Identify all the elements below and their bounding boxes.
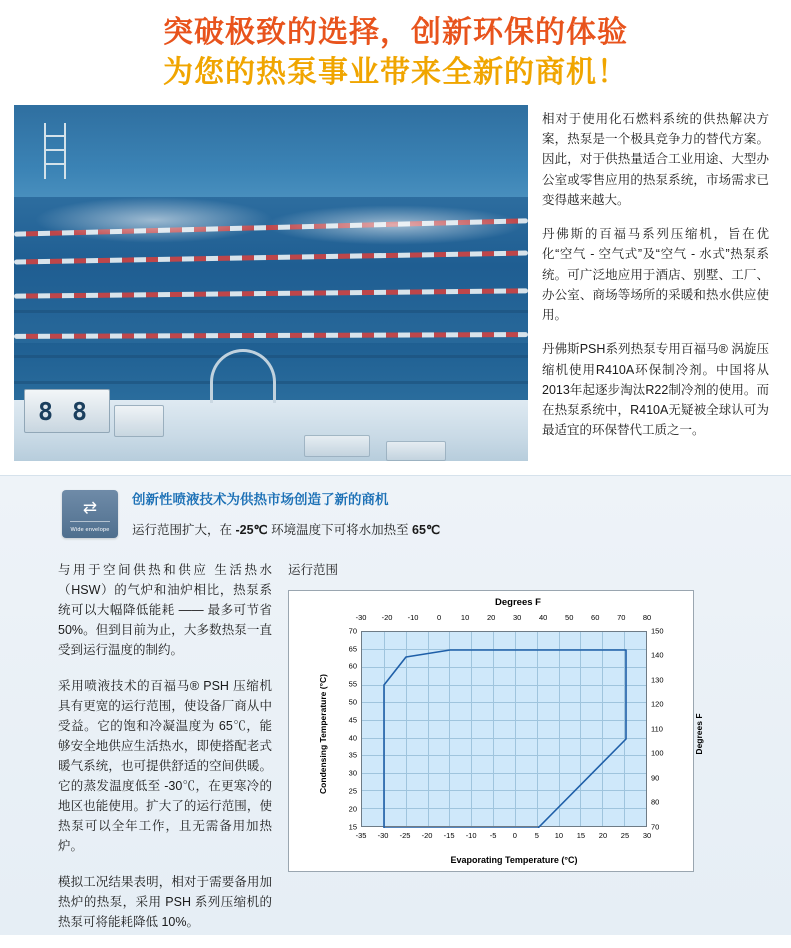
body-paragraph-3: 模拟工况结果表明，相对于需要备用加热炉的热泵，采用 PSH 系列压缩机的热泵可将能耗降低 10%。 <box>58 874 272 929</box>
chart-x-axis <box>355 830 652 845</box>
chart-top-axis-title: Degrees F <box>495 596 541 608</box>
y-tick: 40 <box>348 733 357 743</box>
lower-panel <box>0 475 791 935</box>
wide-envelope-icon-label: Wide envelope <box>70 526 110 533</box>
x-tick: 0 <box>512 830 517 840</box>
x-tick: 5 <box>534 830 539 840</box>
headline-line-1: 突破极致的选择，创新环保的体验 <box>163 16 628 49</box>
intro-paragraph-1: 相对于使用化石燃料系统的供热解决方案，热泵是一个极具竞争力的替代方案。 因此，对于供热量适合工业用途、大型办公室或零售应用的热泵系统，市场需求已变得越来越大。 <box>542 111 769 207</box>
y-tick: 50 <box>348 697 357 707</box>
envelope-highlight <box>14 488 777 538</box>
top-tick: 30 <box>512 612 522 622</box>
top-tick: 10 <box>460 612 470 622</box>
y-tick: 20 <box>348 804 357 814</box>
intro-paragraph-2: 丹佛斯的百福马系列压缩机，旨在优化“空气 - 空气式”及“空气 - 水式”热泵系统。可广泛地应用于酒店、别墅、工厂、办公室、商场等场所的采暖和热水供应使用。 <box>542 227 769 323</box>
wide-envelope-icon <box>62 490 118 538</box>
pool-lane-line <box>14 310 528 313</box>
chart-left-axis <box>327 626 359 832</box>
envelope-text <box>118 488 440 538</box>
top-tick: 70 <box>617 612 626 622</box>
y-tick: 45 <box>348 715 357 725</box>
y-tick: 30 <box>348 768 357 778</box>
bidirectional-arrow-icon: ⇄ <box>82 497 98 517</box>
page-title <box>0 0 791 97</box>
chart-x-axis-label: Evaporating Temperature (°C) <box>450 854 578 865</box>
x-tick: 15 <box>576 830 586 840</box>
chart-plot-area <box>361 631 647 827</box>
envelope-title: 创新性喷液技术为供热市场创造了新的商机 <box>132 491 389 507</box>
operating-envelope-chart <box>288 590 704 872</box>
x-tick: 30 <box>642 830 652 840</box>
body-paragraph-2: 采用喷液技术的百福马® PSH 压缩机具有更宽的运行范围，使设备厂商从中受益。它的饱和冷凝温度为 65℃，能够安全地供应生活热水，即使搭配老式暖气系统，也可提供舒适的空间供暖。它的蒸发温度低至 -30℃，在更寒冷的地区也能使用。扩大了的运行范围，使热泵可以全年工作，且无需备用加热炉。 <box>58 678 272 853</box>
y2-tick: 80 <box>651 797 660 807</box>
pool-ladder-step <box>44 163 64 165</box>
chart-column <box>272 560 777 948</box>
intro-paragraph-3: 丹佛斯PSH系列热泵专用百福马® 涡旋压缩机使用R410A环保制冷剂。中国将从2013年起逐步淘汰R22制冷剂的使用。而在热泵系统中，R410A无疑被全球认可为最适宜的环保替代工质之一。 <box>542 342 769 438</box>
y-tick: 65 <box>348 644 357 654</box>
y-tick: 15 <box>348 822 357 832</box>
starting-block-number: 8 <box>38 396 54 426</box>
pool-edge-block <box>304 435 370 457</box>
pool-lane-line <box>14 355 528 358</box>
chart-right-axis <box>649 626 681 832</box>
pool-ladder-rail <box>64 123 66 179</box>
pool-edge-block <box>386 441 446 461</box>
x-tick: 25 <box>620 830 630 840</box>
content-columns <box>14 560 777 948</box>
body-paragraph-1: 与用于空间供热和供应 生活热水（HSW）的气炉和油炉相比，热泵系统可以大幅降低能耗 —— 最多可节省50%。但到目前为止，大多数热泵一直受到运行温度的制约。 <box>58 562 272 657</box>
y2-tick: 100 <box>651 748 664 758</box>
envelope-subtitle-mid: 环境温度下可将水加热至 <box>267 522 413 537</box>
y2-tick: 140 <box>651 650 664 660</box>
x-tick: 10 <box>554 830 564 840</box>
hero-section <box>0 97 791 467</box>
headline-line-2: 为您的热泵事业带来全新的商机！ <box>163 56 628 90</box>
x-tick: -15 <box>443 830 455 840</box>
y-tick: 70 <box>348 626 357 636</box>
starting-block <box>114 405 164 437</box>
pool-ladder-step <box>44 135 64 137</box>
x-tick: -5 <box>489 830 497 840</box>
top-tick: -30 <box>355 612 367 622</box>
top-tick: 20 <box>486 612 496 622</box>
y2-tick: 120 <box>651 699 664 709</box>
chart-y2-axis-label: Degrees F <box>694 713 704 755</box>
body-text-column <box>14 560 272 948</box>
y2-tick: 130 <box>651 675 664 685</box>
x-tick: -35 <box>355 830 367 840</box>
y-tick: 55 <box>348 679 357 689</box>
photo-steam <box>34 197 274 243</box>
starting-block <box>24 389 110 433</box>
envelope-curve <box>362 632 648 828</box>
x-tick: 20 <box>598 830 608 840</box>
y2-tick: 70 <box>651 822 660 832</box>
y2-tick: 110 <box>651 724 663 734</box>
x-tick: -10 <box>465 830 477 840</box>
pool-ladder-rail <box>44 123 46 179</box>
y-tick: 25 <box>348 786 357 796</box>
envelope-subtitle-pre: 运行范围扩大，在 <box>132 522 236 537</box>
x-tick: -25 <box>399 830 411 840</box>
intro-text-column <box>528 105 777 467</box>
y-tick: 60 <box>348 661 357 671</box>
photo-steam <box>264 205 524 245</box>
pool-photo <box>14 105 528 461</box>
top-tick: 50 <box>565 612 574 622</box>
x-tick: -20 <box>421 830 433 840</box>
envelope-temp-high: 65℃ <box>412 522 440 537</box>
chart-top-axis <box>355 612 652 627</box>
pool-ladder-step <box>44 149 64 151</box>
top-tick: -10 <box>407 612 419 622</box>
top-tick: 40 <box>539 612 548 622</box>
top-tick: 80 <box>642 612 652 622</box>
chart-caption: 运行范围 <box>288 562 339 577</box>
chart-y-axis-label: Condensing Temperature (°C) <box>318 673 328 794</box>
y2-tick: 150 <box>651 626 664 636</box>
x-tick: -30 <box>377 830 389 840</box>
envelope-subtitle <box>132 520 440 538</box>
top-tick: 0 <box>436 612 442 622</box>
top-tick: -20 <box>381 612 393 622</box>
y-tick: 35 <box>348 750 357 760</box>
icon-divider <box>70 521 110 522</box>
y2-tick: 90 <box>651 773 660 783</box>
top-tick: 60 <box>591 612 600 622</box>
envelope-temp-low: -25℃ <box>235 522 268 537</box>
starting-block-number-2: 8 <box>72 396 88 426</box>
